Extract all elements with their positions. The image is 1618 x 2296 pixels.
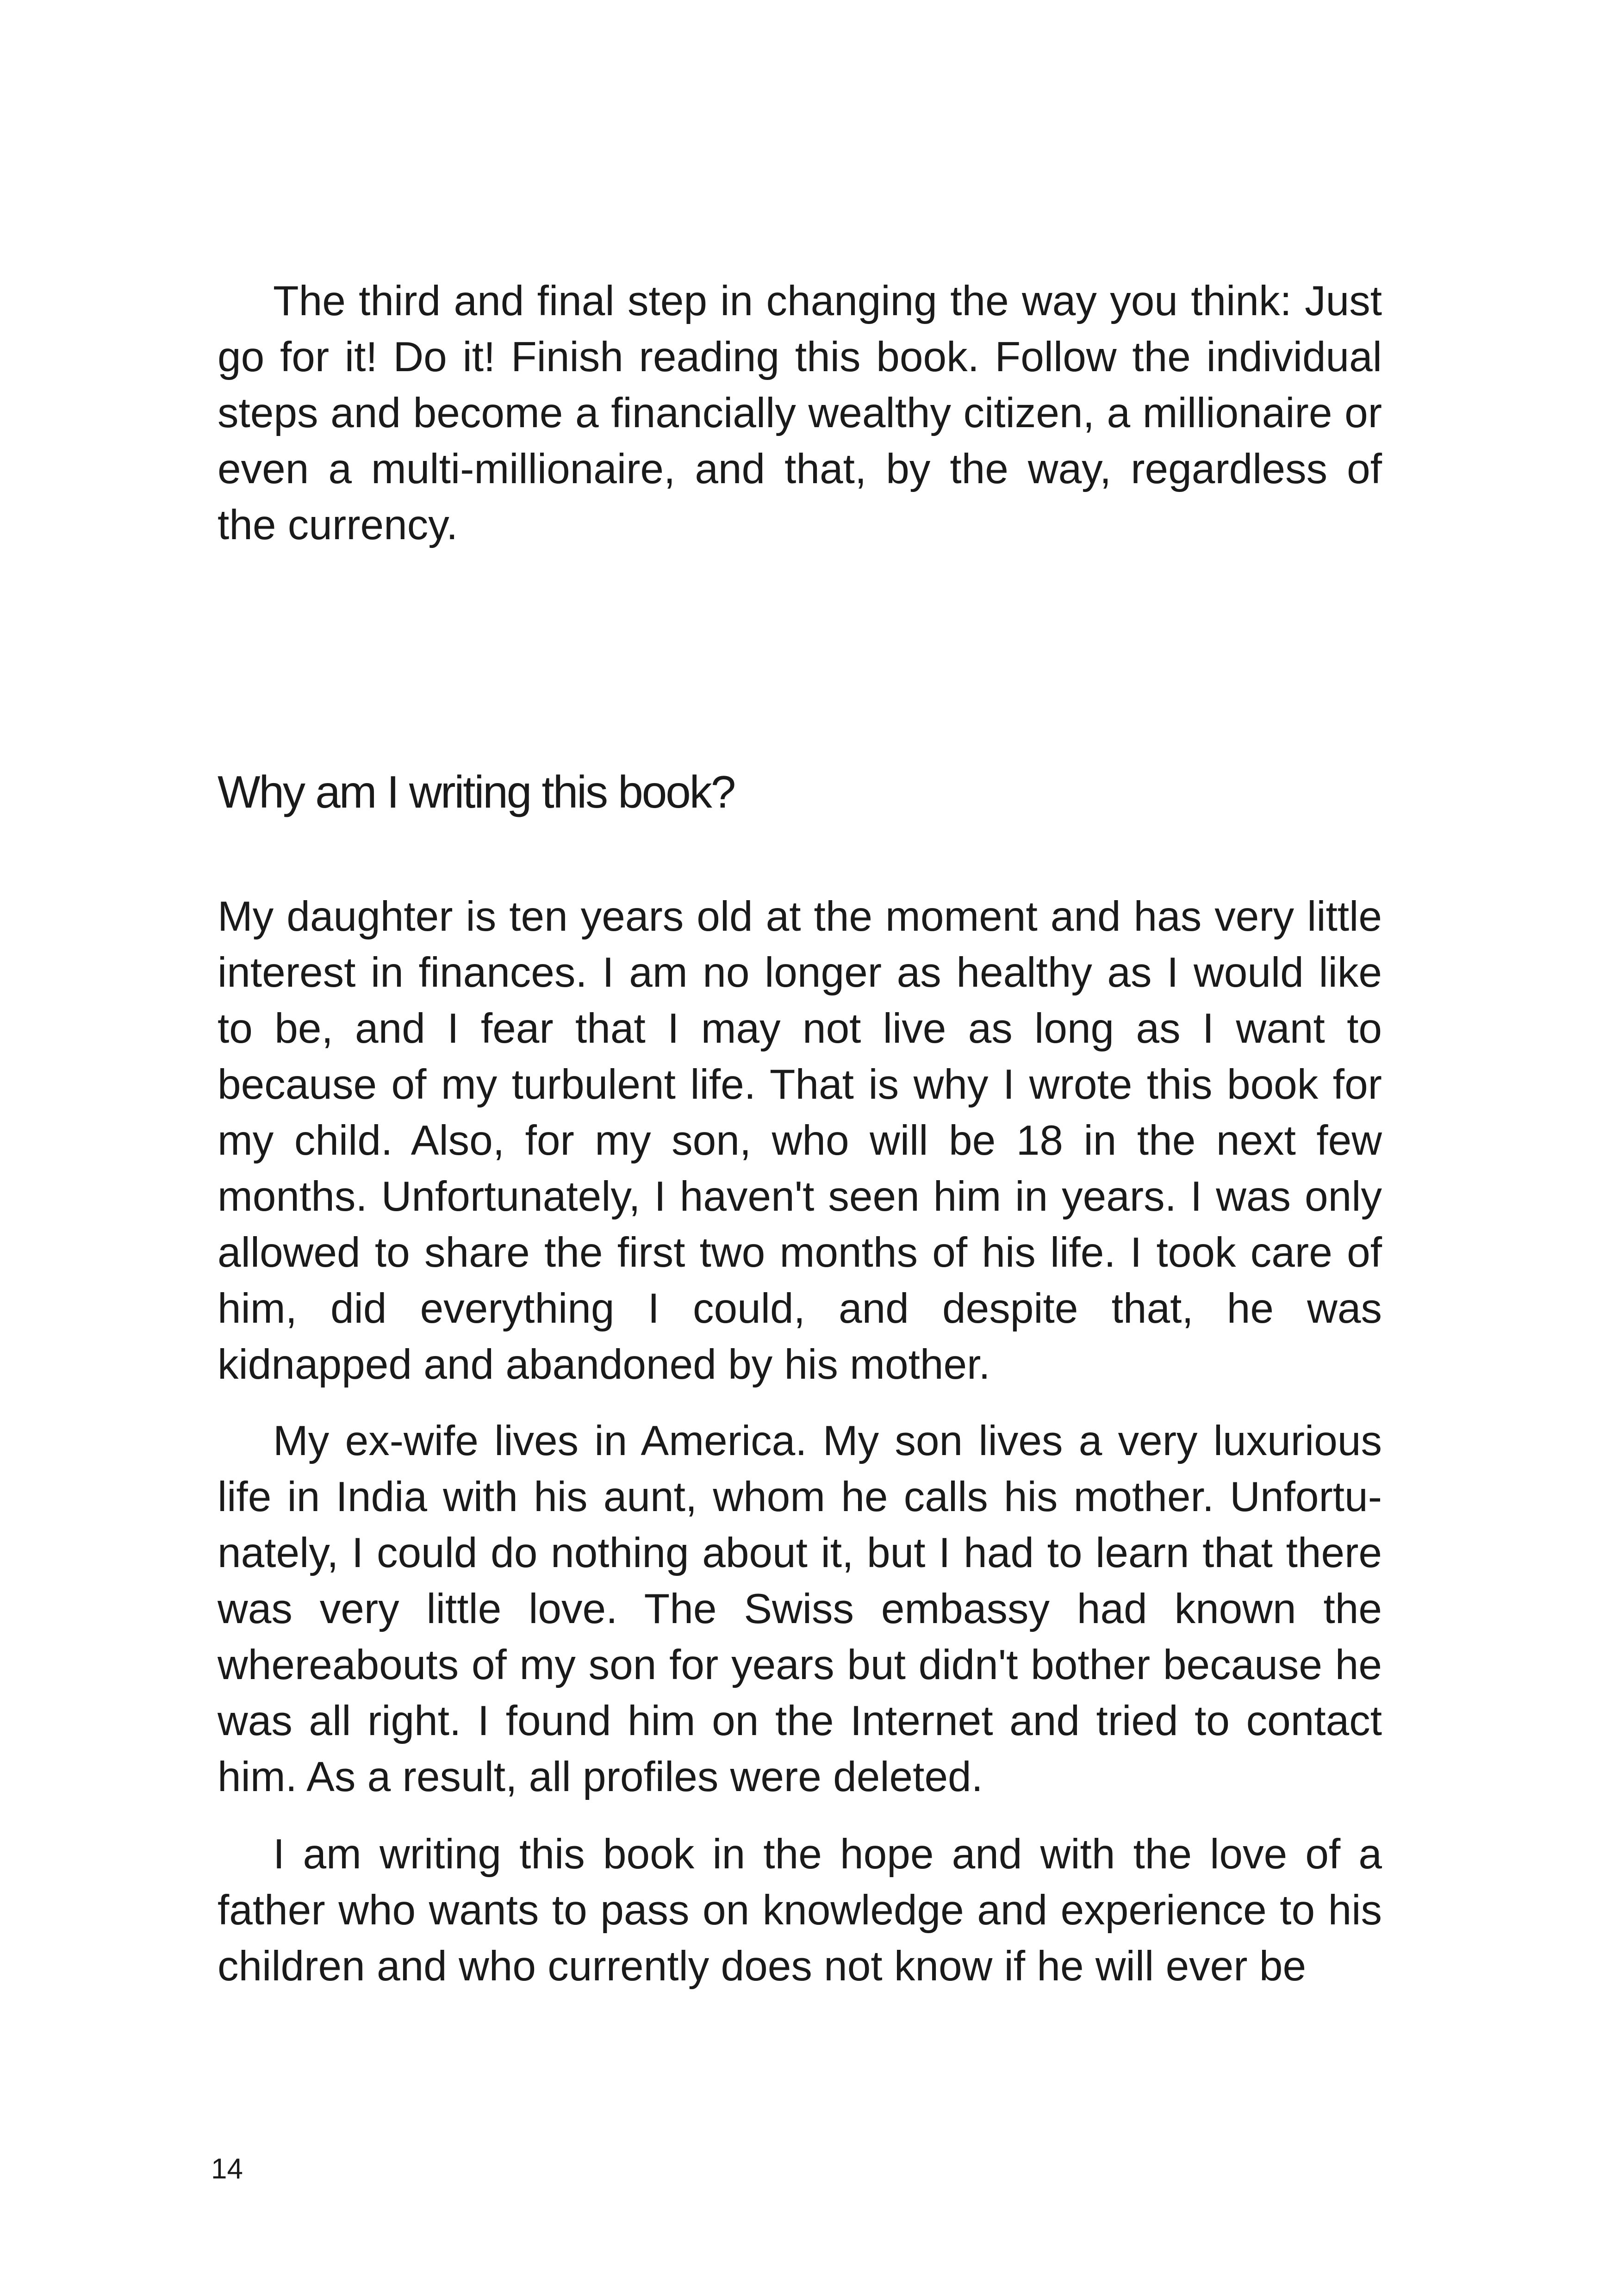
page-number: 14 xyxy=(211,2153,243,2185)
section-heading: Why am I writing this book? xyxy=(218,766,735,817)
body-paragraph: The third and final step in changing the way you think: Just go for it! Do it! Finish reading this book. Follow the individual steps and become a financially wealthy citizen, a millionaire or even a multi-millionaire, and that, by the way, regardless of the currency. xyxy=(218,278,1382,548)
body-paragraph: My daughter is ten years old at the moment and has very little interest in finances. I am no longer as healthy as I would like to be, and I fear that I may not live as long as I want to because of my turbulent life. That is why I wrote this book for my child. Also, for my son, who will be 18 in the next few months. Unfortunately, I haven't seen him in years. I was only allowed to share the first two months of his life. I took care of him, did everything I could, and despite that, he was kidnapped and abandoned by his mother. xyxy=(218,893,1382,1388)
body-paragraph: I am writing this book in the hope and with the love of a father who wants to pass on knowledge and experience to his children and who currently does not know if he will ever be xyxy=(218,1831,1382,1990)
body-paragraph: My ex-wife lives in America. My son lives a very luxurious life in India with his aunt, whom he calls his mother. Unfortunately, I could do nothing about it, but I had to learn that there was very little love. The Swiss embassy had known the whereabouts of my son for years but didn't bother because he was all right. I found him on the Internet and tried to contact him. As a result, all profiles were deleted. xyxy=(218,1418,1382,1800)
